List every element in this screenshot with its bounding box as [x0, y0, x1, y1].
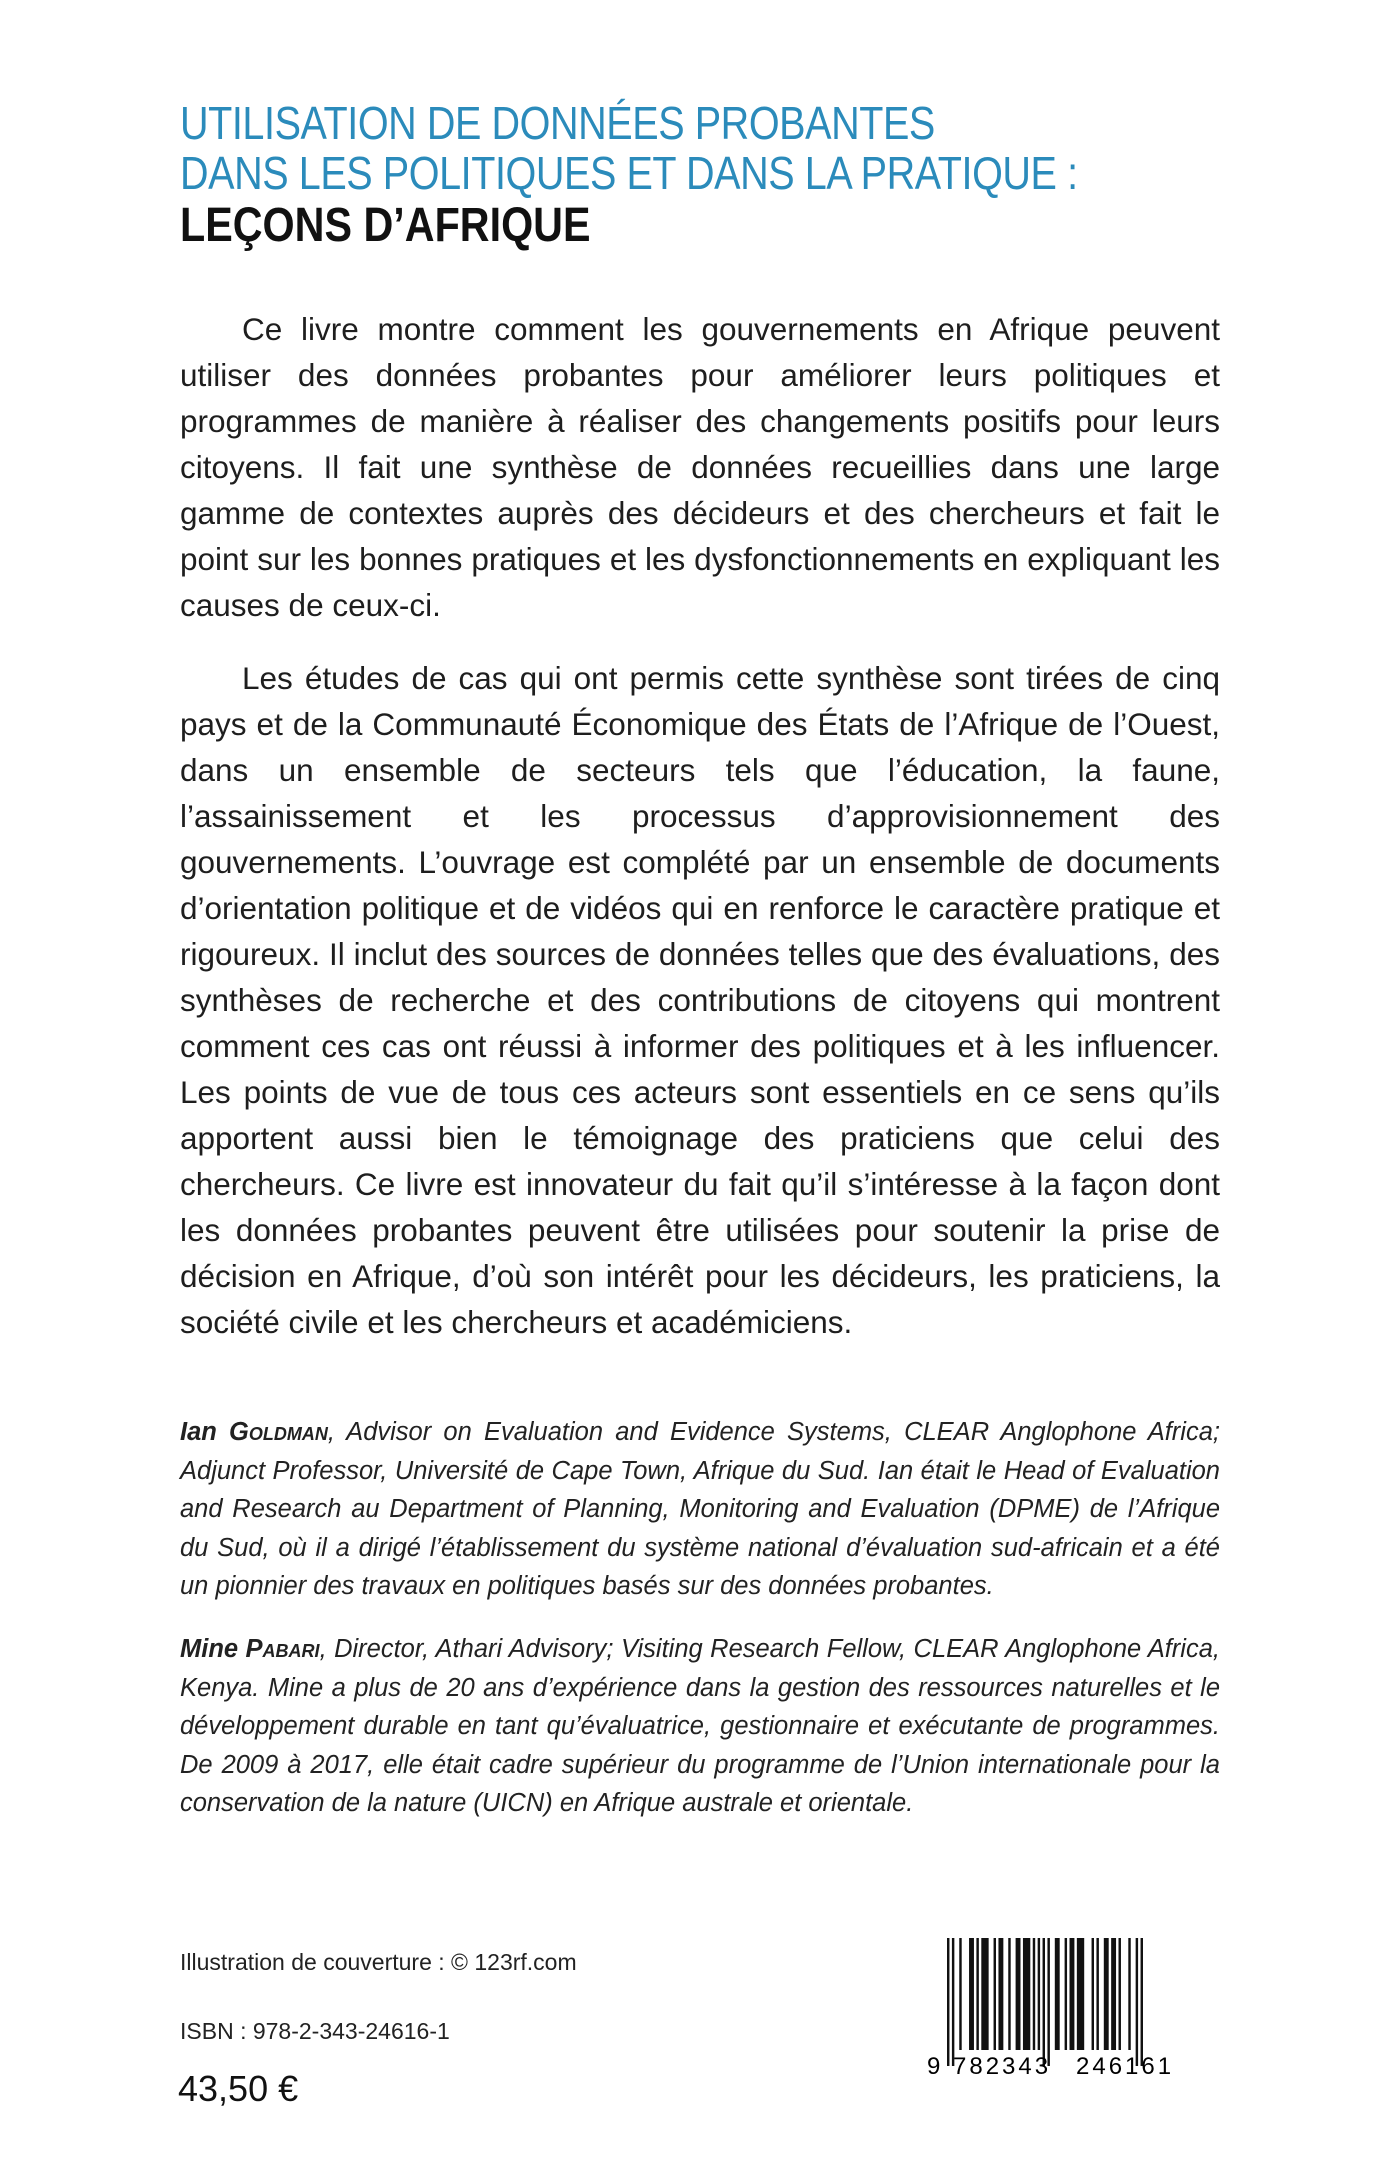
barcode-bar: [969, 1938, 974, 2050]
barcode-bar: [1065, 1938, 1067, 2050]
barcode-bar: [1141, 1938, 1143, 2066]
barcode-bar: [981, 1938, 988, 2050]
author-last-name: Goldman: [229, 1418, 328, 1446]
paragraph-text: Les études de cas qui ont permis cette synthèse sont tirées de cinq pays et de la Communauté Économique des États de l’Afrique de l’Ouest, dans un ensemble de secteurs tels que l’éducation, la faune, l’assainissement et les processus d’approvisionnement des gouvernements. L’ouvrage est complété par un ensemble de documents d’orientation politique et de vidéos qui en renforce le caractère pratique et rigoureux. Il inclut des sources de données telles que des évaluations, des synthèses de recherche et des contributions de citoyens qui montrent comment ces cas ont réussi à informer des politiques et à les influencer. Les points de vue de tous ces acteurs sont essentiels en ce sens qu’ils apportent aussi bien le témoignage des praticiens que celui des chercheurs. Ce livre est innovateur du fait qu’il s’intéresse à la façon dont les données probantes peuvent être utilisées pour soutenir la prise de décision en Afrique, d’où son intérêt pour les décideurs, les praticiens, la société civile et les chercheurs et académiciens.: [180, 660, 1220, 1340]
barcode-bars: [947, 1938, 1143, 2066]
barcode: [925, 1938, 1210, 2078]
summary-paragraph-1: [180, 306, 1220, 628]
barcode-digits-right: 246161: [1076, 2053, 1175, 2078]
barcode-bar: [1136, 1938, 1138, 2066]
barcode-bar: [1096, 1938, 1098, 2050]
isbn: ISBN : 978-2-343-24616-1: [180, 2018, 450, 2044]
barcode-bar: [1111, 1938, 1116, 2050]
barcode-bar: [1128, 1938, 1130, 2050]
author-bio-text: , Advisor on Evaluation and Evidence Systems, CLEAR Anglophone Africa; Adjunct Professor, Université de Cape Town, Afrique du Sud. Ian était le Head of Evaluation and Research au Department of Planning, Monitoring and Evaluation (DPME) de l’Afrique du Sud, où il a dirigé l’établissement du système national d’évaluation sud-africain et a été un pionnier des travaux en politiques basés sur des données probantes.: [180, 1418, 1220, 1600]
barcode-digits-left: 782343: [953, 2053, 1052, 2078]
summary-paragraph-2: [180, 655, 1220, 1345]
barcode-bar: [1092, 1938, 1094, 2050]
barcode-bar: [998, 1938, 1003, 2050]
barcode-bar: [1104, 1938, 1109, 2050]
author-bio-text: , Director, Athari Advisory; Visiting Research Fellow, CLEAR Anglophone Africa, Kenya. Mine a plus de 20 ans d’expérience dans la gestion des ressources naturelles et le développement durable en tant qu’évaluatrice, gestionnaire et exécutante de programmes. De 2009 à 2017, elle était cadre supérieur du programme de l’Union internationale pour la conservation de la nature (UICN) en Afrique australe et orientale.: [180, 1635, 1220, 1817]
barcode-bar: [1043, 1938, 1045, 2066]
author-first-name: Ian: [180, 1418, 217, 1446]
title-line-2: DANS LES POLITIQUES ET DANS LA PRATIQUE :: [180, 147, 1078, 199]
author-bio-2: [180, 1630, 1220, 1823]
cover-illustration-credit: Illustration de couverture : © 123rf.com: [180, 1949, 577, 1975]
barcode-digit-lead: 9: [927, 2053, 941, 2078]
barcode-bar: [1070, 1938, 1075, 2050]
barcode-bar: [952, 1938, 954, 2066]
title-line-1: UTILISATION DE DONNÉES PROBANTES: [180, 97, 935, 149]
title-line-3: LEÇONS D’AFRIQUE: [180, 199, 591, 252]
book-title: [180, 98, 1280, 254]
author-first-name: Mine: [180, 1635, 239, 1663]
barcode-bar: [947, 1938, 949, 2066]
barcode-bar: [1033, 1938, 1035, 2050]
barcode-bar: [1055, 1938, 1060, 2050]
barcode-bar: [994, 1938, 996, 2050]
barcode-bar: [1016, 1938, 1021, 2050]
barcode-bar: [1047, 1938, 1049, 2066]
barcode-bar: [1038, 1938, 1040, 2050]
barcode-bar: [959, 1938, 961, 2050]
barcode-bar: [1077, 1938, 1084, 2050]
barcode-bar: [1008, 1938, 1010, 2050]
barcode-bar: [976, 1938, 978, 2050]
barcode-bar: [1023, 1938, 1030, 2050]
barcode-bar: [1119, 1938, 1121, 2050]
paragraph-text: Ce livre montre comment les gouvernements en Afrique peuvent utiliser des données probantes pour améliorer leurs politiques et programmes de manière à réaliser des changements positifs pour leurs citoyens. Il fait une synthèse de données recueillies dans une large gamme de contextes auprès des décideurs et des chercheurs et fait le point sur les bonnes pratiques et les dysfonctionnements en expliquant les causes de ceux-ci.: [180, 311, 1220, 623]
author-bio-1: [180, 1413, 1220, 1606]
price: 43,50 €: [178, 2068, 299, 2109]
author-last-name: Pabari: [245, 1635, 320, 1663]
